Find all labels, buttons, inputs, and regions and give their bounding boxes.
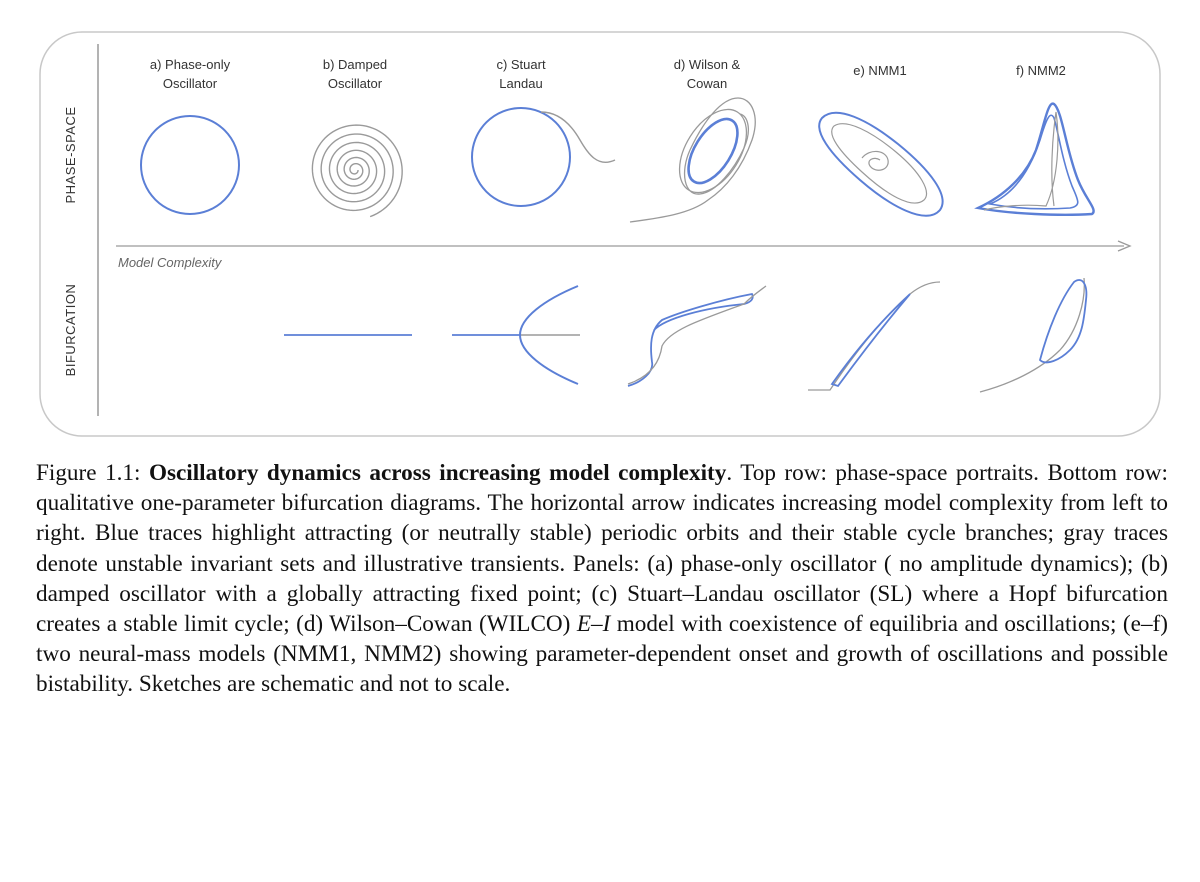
panel-e-spiral-transient	[862, 151, 888, 170]
panel-e-phase-portrait	[819, 113, 942, 216]
panel-d-title-line1: d) Wilson &	[673, 57, 741, 72]
row-label-phase-space: PHASE-SPACE	[63, 106, 78, 204]
panel-a-title-line1: a) Phase-only	[149, 57, 231, 72]
panel-f-phase-portrait	[978, 104, 1094, 215]
panel-a-title-line2: Oscillator	[162, 76, 218, 91]
caption-math-ei: E–I	[576, 611, 611, 638]
panel-b-title-line2: Oscillator	[327, 76, 383, 91]
figure-caption	[36, 458, 1168, 700]
caption-text-part1: . Top row: phase-space portraits. Bottom row: qualitative one-parameter bifurcation diagrams. The horizontal arrow indicates increasing model complexity from left to right. Blue traces highlight attracting (or neutrally stable) periodic orbits and their stable cycle branches; gray traces denote unstable invariant sets and illustrative transients. Panels: (a) phase-only oscillator ( no amplitude dynamics); (b) damped oscillator with a globally attracting fixed point; (c) Stuart–Landau oscillator (SL) where a Hopf bifurcation creates a stable limit cycle; (d) Wilson–Cowan (WILCO)	[36, 460, 1168, 638]
panel-d-unstable-branch	[628, 286, 766, 384]
panel-e-unstable-cycle	[832, 124, 927, 203]
panel-f-title: f) NMM2	[1016, 63, 1066, 78]
panel-d-bifurcation	[628, 286, 766, 386]
panel-titles	[150, 57, 1066, 91]
panel-a-limit-cycle	[141, 116, 239, 214]
axis-label-model-complexity: Model Complexity	[118, 255, 222, 270]
caption-label: Figure 1.1:	[36, 460, 149, 486]
caption-text-part2: model with coexistence of equilibria and oscillations; (e–f) two neural-mass models (NMM1, NMM2) showing parameter-dependent onset and growth of oscillations and possible bistability. Sketches are schematic and not to scale.	[36, 611, 1168, 698]
panel-b-title-line1: b) Damped	[322, 57, 388, 72]
panel-c-bifurcation	[452, 286, 580, 384]
panel-f-bifurcation	[980, 278, 1086, 392]
panel-f-unstable-branch	[980, 278, 1084, 392]
panel-d-transient	[630, 98, 755, 222]
panel-e-bifurcation	[808, 282, 940, 390]
panel-c-limit-cycle	[472, 108, 570, 206]
row-label-bifurcation: BIFURCATION	[63, 283, 78, 377]
panel-f-stable-branch	[1040, 280, 1086, 362]
panel-d-unstable-cycle	[666, 98, 761, 205]
panel-f-transient	[984, 112, 1058, 210]
figure-frame	[40, 32, 1160, 436]
caption-title: Oscillatory dynamics across increasing model complexity	[148, 460, 727, 486]
panel-e-unstable-branch	[808, 282, 940, 390]
panel-c-title-line1: c) Stuart	[496, 57, 546, 72]
panel-d-title-line2: Cowan	[686, 76, 728, 91]
panel-b-damped-spiral	[312, 125, 402, 216]
panel-c-title-line2: Landau	[499, 76, 543, 91]
panel-e-stable-branch	[832, 294, 910, 386]
panel-e-title: e) NMM1	[853, 63, 907, 78]
panel-d-phase-portrait	[630, 98, 760, 222]
